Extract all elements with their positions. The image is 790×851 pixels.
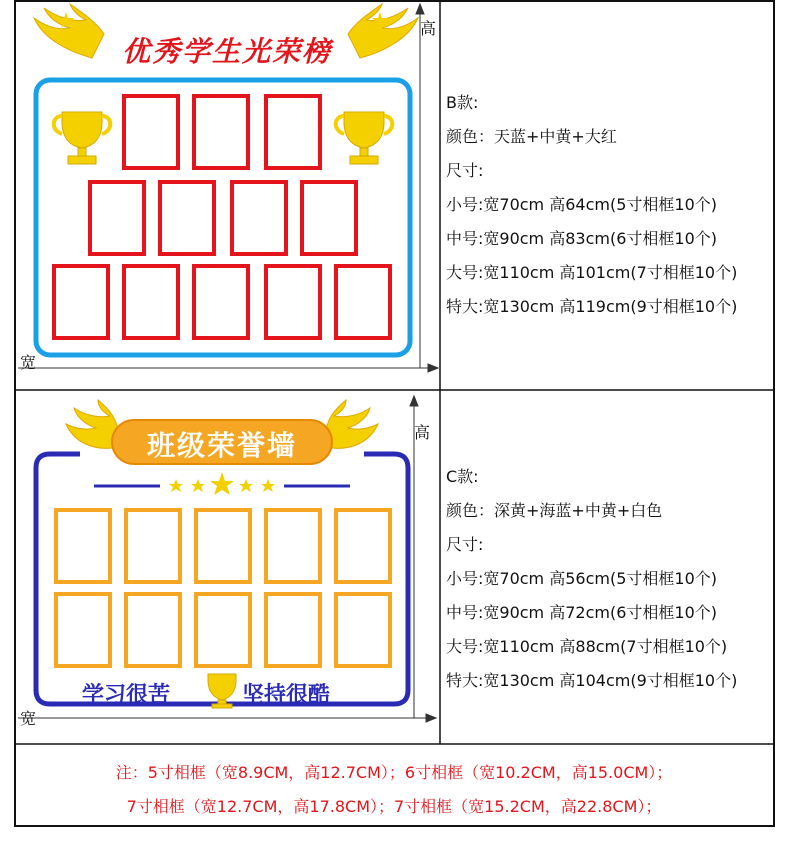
poster-b-title: 优秀学生光荣榜 [121,35,332,68]
note-line-2: 7寸相框（宽12.7CM，高17.8CM）；7寸相框（宽15.2CM，高22.8CM）； [126,797,662,816]
poster-c-title: 班级荣誉墙 [146,429,297,462]
photo-frame [196,510,250,582]
photo-frame [336,594,390,666]
c-color-line: 颜色：深黄+海蓝+中黄+白色 [446,501,663,520]
photo-frame [266,594,320,666]
c-size-small: 小号:宽70cm 高56cm(5寸相框10个) [446,569,717,588]
c-size-heading: 尺寸: [446,535,484,554]
photo-frame [196,594,250,666]
b-size-xlarge: 特大:宽130cm 高119cm(9寸相框10个) [446,297,738,316]
star-icon [58,12,388,28]
b-spec-text [446,86,737,324]
height-label: 高 [420,19,437,38]
c-spec-text [446,460,737,698]
b-size-small: 小号:宽70cm 高64cm(5寸相框10个) [446,195,717,214]
b-size-medium: 中号:宽90cm 高83cm(6寸相框10个) [446,229,717,248]
c-heading: C款: [446,467,479,486]
note-line-1: 注：5寸相框（宽8.9CM，高12.7CM）；6寸相框（宽10.2CM，高15.0CM）； [115,763,673,782]
c-size-medium: 中号:宽90cm 高72cm(6寸相框10个) [446,603,717,622]
b-size-large: 大号:宽110cm 高101cm(7寸相框10个) [446,263,738,282]
star-icon [169,472,275,495]
width-label: 宽 [20,353,37,372]
b-size-heading: 尺寸: [446,161,484,180]
photo-frame [56,594,110,666]
photo-frame [126,594,180,666]
photo-frame [266,510,320,582]
c-size-large: 大号:宽110cm 高88cm(7寸相框10个) [446,637,728,656]
photo-frame [126,510,180,582]
height-label: 高 [414,423,431,442]
width-label: 宽 [20,709,37,728]
photo-frame [56,510,110,582]
slogan-left: 学习很苦 [82,683,171,708]
c-size-xlarge: 特大:宽130cm 高104cm(9寸相框10个) [446,671,738,690]
photo-frame [336,510,390,582]
b-heading: B款: [446,93,479,112]
b-color-line: 颜色：天蓝+中黄+大红 [446,127,617,146]
photo-frames-c [56,510,390,666]
slogan-right: 坚持很酷 [242,683,331,708]
